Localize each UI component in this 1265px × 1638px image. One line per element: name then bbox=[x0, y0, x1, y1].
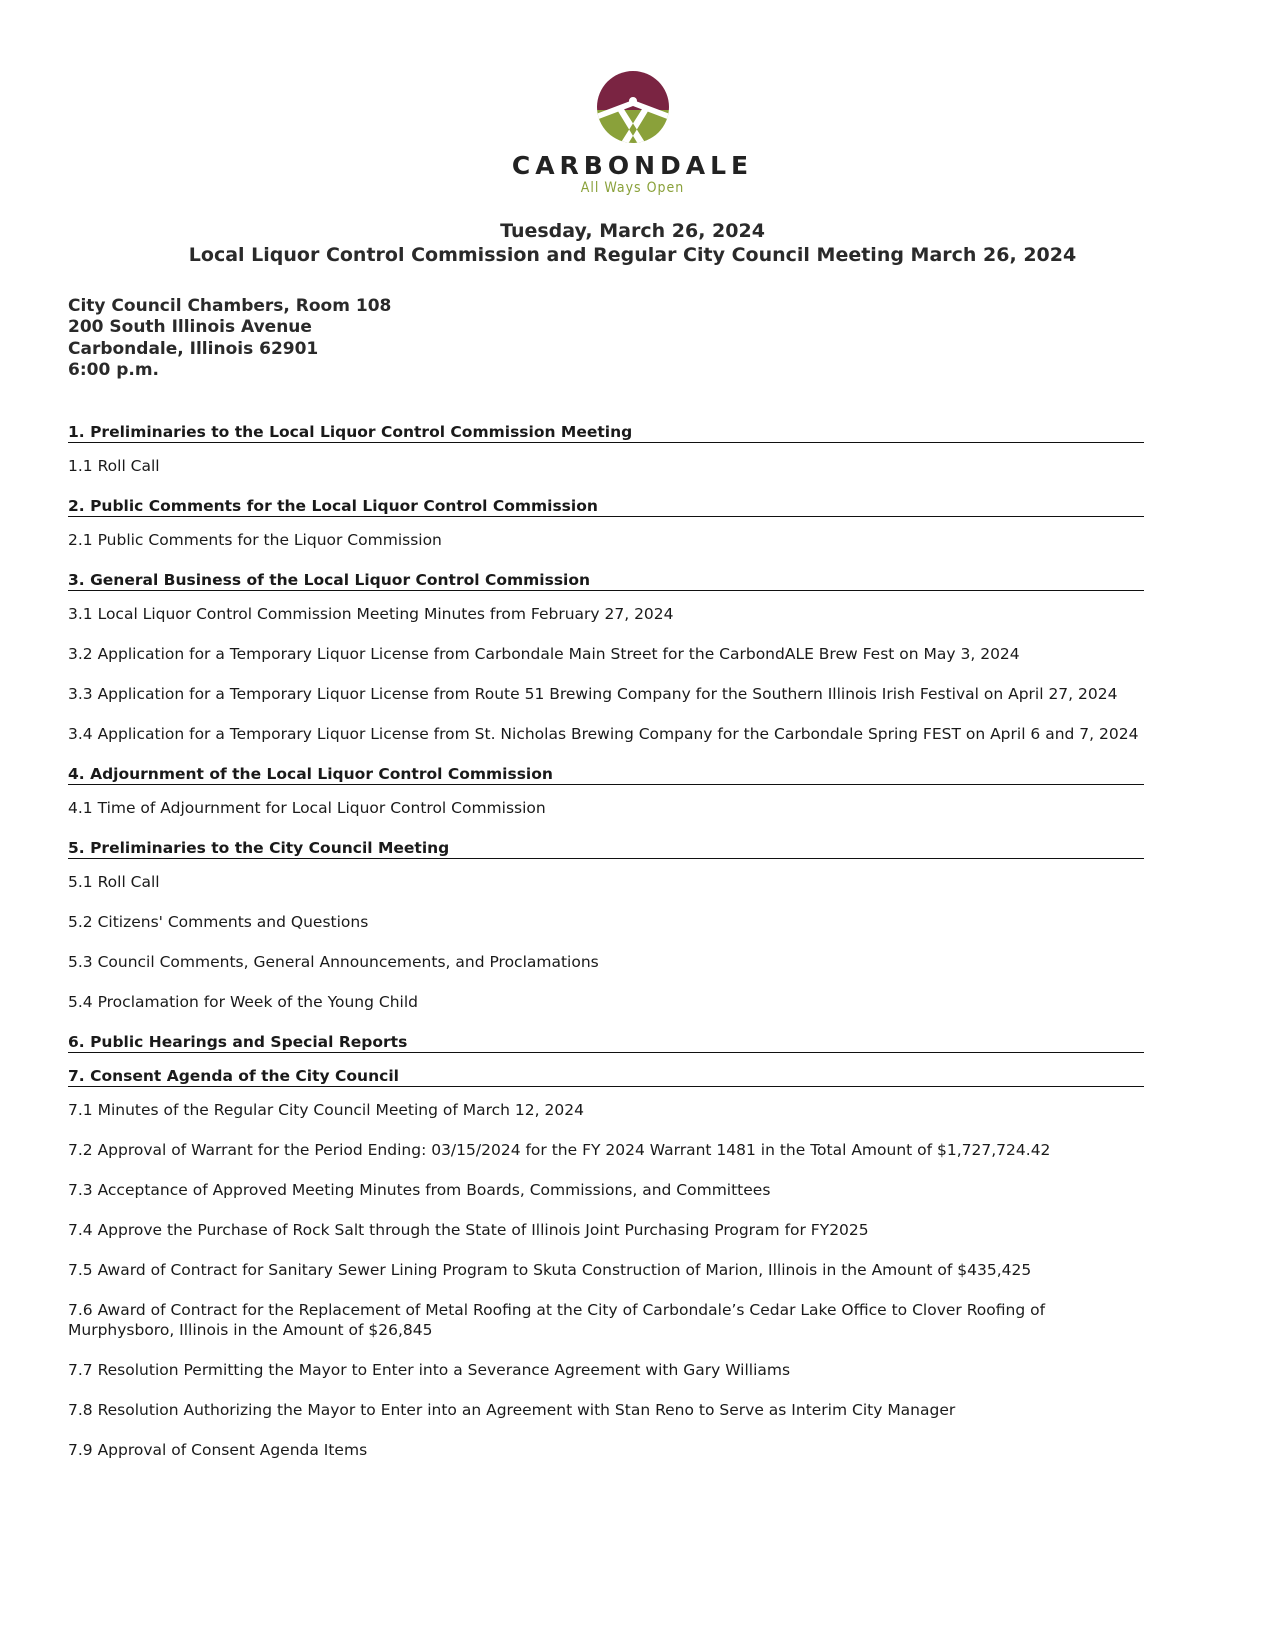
meeting-location bbox=[68, 296, 391, 381]
agenda-section bbox=[68, 1066, 1144, 1460]
section-heading: 2. Public Comments for the Local Liquor Control Commission bbox=[68, 496, 1144, 517]
location-city: Carbondale, Illinois 62901 bbox=[68, 338, 319, 359]
agenda-item: 7.4 Approve the Purchase of Rock Salt through the State of Illinois Joint Purchasing Program for FY2025 bbox=[68, 1221, 869, 1239]
agenda-item: 7.3 Acceptance of Approved Meeting Minutes from Boards, Commissions, and Committees bbox=[68, 1181, 771, 1199]
agenda-section bbox=[68, 496, 1144, 550]
agenda-item: 4.1 Time of Adjournment for Local Liquor Control Commission bbox=[68, 799, 546, 817]
agenda-section bbox=[68, 838, 1144, 1012]
location-room: City Council Chambers, Room 108 bbox=[68, 296, 392, 316]
agenda-item: 3.2 Application for a Temporary Liquor License from Carbondale Main Street for the CarbondALE Brew Fest on May 3, 2024 bbox=[68, 645, 1020, 663]
agenda-item: 3.3 Application for a Temporary Liquor License from Route 51 Brewing Company for the Southern Illinois Irish Festival on April 27, 2024 bbox=[68, 685, 1118, 703]
agenda-section bbox=[68, 422, 1144, 476]
section-heading: 7. Consent Agenda of the City Council bbox=[68, 1066, 1144, 1087]
carbondale-logo bbox=[0, 70, 1265, 196]
agenda-item: 5.2 Citizens' Comments and Questions bbox=[68, 913, 369, 931]
section-heading: 3. General Business of the Local Liquor Control Commission bbox=[68, 570, 1144, 591]
agenda-item: 7.1 Minutes of the Regular City Council Meeting of March 12, 2024 bbox=[68, 1101, 584, 1119]
agenda-section bbox=[68, 764, 1144, 818]
logo-wordmark: CARBONDALE bbox=[511, 151, 754, 180]
section-heading: 1. Preliminaries to the Local Liquor Control Commission Meeting bbox=[68, 422, 1144, 443]
agenda-item: 5.1 Roll Call bbox=[68, 873, 160, 891]
agenda-item: 7.2 Approval of Warrant for the Period Ending: 03/15/2024 for the FY 2024 Warrant 1481 in the Total Amount of $1,727,724.42 bbox=[68, 1141, 1051, 1159]
meeting-date: Tuesday, March 26, 2024 bbox=[500, 220, 765, 242]
agenda-item: 7.7 Resolution Permitting the Mayor to Enter into a Severance Agreement with Gary Williams bbox=[68, 1361, 791, 1379]
agenda-item: 5.3 Council Comments, General Announcements, and Proclamations bbox=[68, 953, 599, 971]
agenda-item: 2.1 Public Comments for the Liquor Commission bbox=[68, 531, 442, 549]
agenda-item: 7.8 Resolution Authorizing the Mayor to Enter into an Agreement with Stan Reno to Serve as Interim City Manager bbox=[68, 1401, 956, 1419]
location-street: 200 South Illinois Avenue bbox=[68, 317, 312, 338]
agenda-list bbox=[68, 422, 1144, 1480]
meeting-title: Local Liquor Control Commission and Regular City Council Meeting March 26, 2024 bbox=[188, 244, 1077, 266]
section-heading: 6. Public Hearings and Special Reports bbox=[68, 1032, 1144, 1053]
section-heading: 4. Adjournment of the Local Liquor Control Commission bbox=[68, 764, 1144, 785]
agenda-item: 1.1 Roll Call bbox=[68, 457, 160, 475]
agenda-item: 7.6 Award of Contract for the Replacement of Metal Roofing at the City of Carbondale’s Cedar Lake Office to Clover Roofing of Murphysboro, Illinois in the Amount of $26,845 bbox=[68, 1301, 1046, 1339]
agenda-section bbox=[68, 570, 1144, 744]
section-heading: 5. Preliminaries to the City Council Meeting bbox=[68, 838, 1144, 859]
meeting-time: 6:00 p.m. bbox=[68, 359, 160, 380]
logo-emblem-icon bbox=[596, 70, 670, 144]
agenda-item: 3.1 Local Liquor Control Commission Meeting Minutes from February 27, 2024 bbox=[68, 605, 674, 623]
agenda-item: 3.4 Application for a Temporary Liquor License from St. Nicholas Brewing Company for the Carbondale Spring FEST on April 6 and 7, 2024 bbox=[68, 725, 1139, 743]
agenda-item: 5.4 Proclamation for Week of the Young Child bbox=[68, 993, 418, 1011]
agenda-item: 7.9 Approval of Consent Agenda Items bbox=[68, 1441, 368, 1459]
logo-tagline: All Ways Open bbox=[580, 180, 685, 196]
agenda-item: 7.5 Award of Contract for Sanitary Sewer Lining Program to Skuta Construction of Marion, Illinois in the Amount of $435,425 bbox=[68, 1261, 1032, 1279]
agenda-section bbox=[68, 1032, 1144, 1053]
